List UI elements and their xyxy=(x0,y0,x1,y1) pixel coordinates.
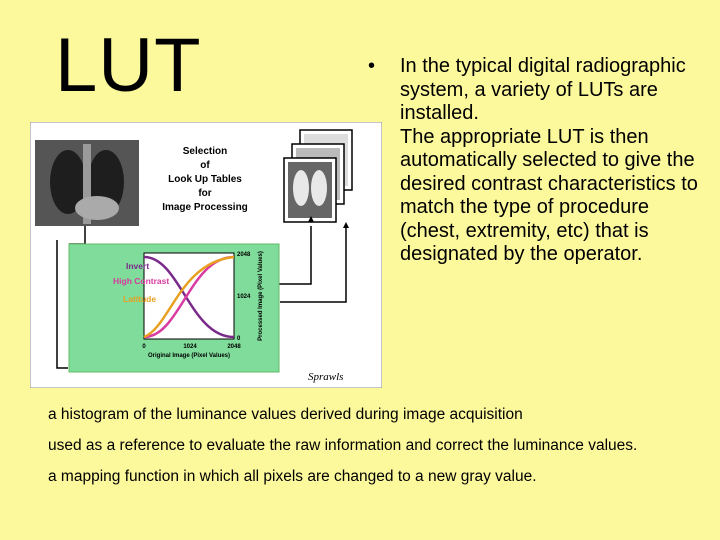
series-label-high-contrast: High Contrast xyxy=(113,276,170,286)
notes-section xyxy=(48,405,698,498)
note-text: used as a reference to evaluate the raw information and correct the luminance values. xyxy=(48,437,638,454)
author-signature: Sprawls xyxy=(308,371,344,383)
y-axis-label: Processed Image (Pixel Values) xyxy=(258,251,264,341)
series-label-latitude: Latitude xyxy=(123,294,157,304)
series-label-invert: Invert xyxy=(126,261,150,271)
bullet-item xyxy=(368,126,708,267)
bullet-text: In the typical digital radiographic system, a variety of LUTs are installed. xyxy=(400,55,686,124)
slide-title: LUT xyxy=(55,23,202,108)
x-tick-label: 1024 xyxy=(183,344,197,350)
y-tick-label: 2048 xyxy=(237,252,251,258)
figure-heading-line: Look Up Tables xyxy=(168,174,242,185)
chest-xray-image xyxy=(35,140,139,226)
figure-heading-line: Image Processing xyxy=(162,202,248,213)
x-tick-label: 2048 xyxy=(227,344,241,350)
figure-heading-line: of xyxy=(200,160,210,171)
note-text: a mapping function in which all pixels are changed to a new gray value. xyxy=(48,468,537,485)
figure-heading-line: Selection xyxy=(182,146,228,157)
y-tick-label: 1024 xyxy=(237,294,251,300)
lut-selection-figure xyxy=(30,122,382,388)
y-tick-label: 0 xyxy=(237,336,241,342)
x-tick-label: 0 xyxy=(142,344,146,350)
bullet-item: • In the typical digital radiographic system, a variety of LUTs are installed. xyxy=(368,55,686,124)
bullet-text: The appropriate LUT is then automatically selected to give the desired contrast characteristics to match the type of procedure (chest, extremity, etc) that is designated by the operator. xyxy=(400,125,698,265)
figure-heading-line: for xyxy=(198,188,212,199)
note-text: a histogram of the luminance values derived during image acquisition xyxy=(48,406,523,423)
x-axis-label: Original Image (Pixel Values) xyxy=(147,353,231,359)
bullet-list xyxy=(368,55,708,267)
